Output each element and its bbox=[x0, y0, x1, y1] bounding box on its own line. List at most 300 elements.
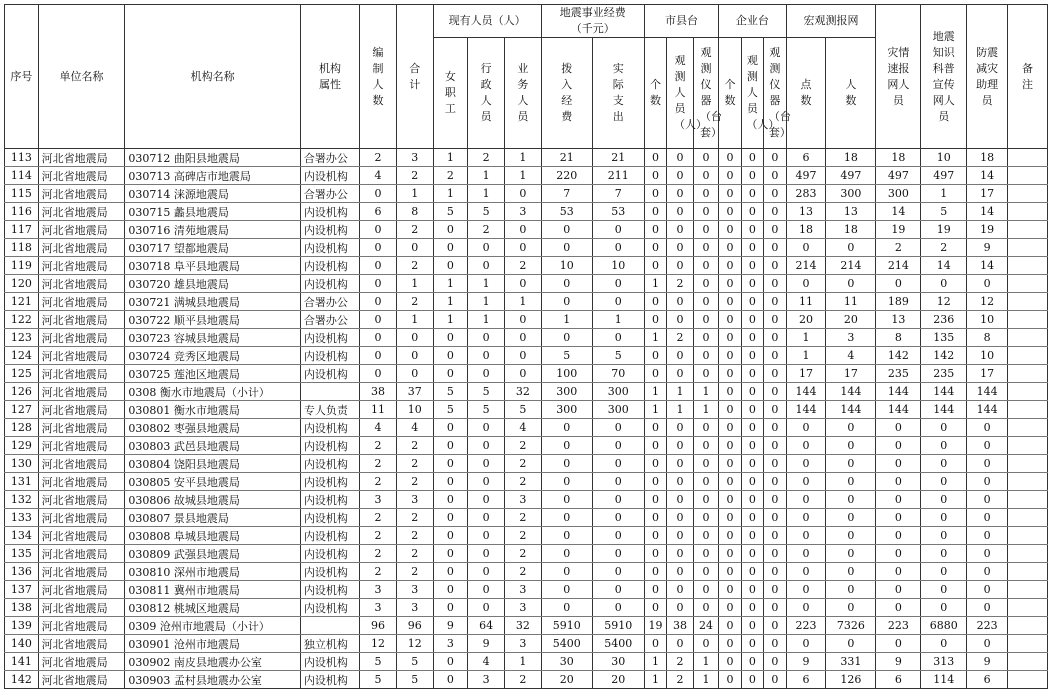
cell-ent-instruments: 0 bbox=[764, 167, 786, 185]
cell-ent-count: 0 bbox=[719, 275, 741, 293]
cell-assistant: 9 bbox=[967, 239, 1008, 257]
cell-female: 0 bbox=[433, 527, 468, 545]
cell-science-network: 0 bbox=[921, 635, 967, 653]
cell-assistant: 17 bbox=[967, 365, 1008, 383]
cell-org: 030718 阜平县地震局 bbox=[125, 257, 301, 275]
cell-ent-instruments: 0 bbox=[764, 599, 786, 617]
cell-staffing: 11 bbox=[360, 401, 397, 419]
header-admin: 行政人员 bbox=[468, 38, 505, 149]
cell-business: 4 bbox=[505, 419, 542, 437]
cell-actual: 21 bbox=[592, 149, 644, 167]
cell-seq: 119 bbox=[5, 257, 39, 275]
cell-attr: 内设机构 bbox=[300, 239, 359, 257]
cell-city-count: 1 bbox=[644, 671, 666, 689]
cell-actual: 0 bbox=[592, 239, 644, 257]
cell-city-instruments: 0 bbox=[693, 491, 719, 509]
cell-seq: 142 bbox=[5, 671, 39, 689]
cell-seq: 123 bbox=[5, 329, 39, 347]
cell-staffing: 0 bbox=[360, 185, 397, 203]
cell-people: 7326 bbox=[826, 617, 876, 635]
cell-disaster-report: 0 bbox=[876, 527, 921, 545]
cell-city-instruments: 0 bbox=[693, 149, 719, 167]
cell-allocated: 0 bbox=[541, 527, 592, 545]
cell-city-count: 0 bbox=[644, 491, 666, 509]
cell-staffing: 2 bbox=[360, 509, 397, 527]
cell-ent-count: 0 bbox=[719, 671, 741, 689]
table-row bbox=[5, 545, 1048, 563]
cell-org: 030805 安平县地震局 bbox=[125, 473, 301, 491]
cell-female: 0 bbox=[433, 671, 468, 689]
cell-city-observers: 0 bbox=[667, 599, 694, 617]
cell-disaster-report: 214 bbox=[876, 257, 921, 275]
cell-total: 10 bbox=[396, 401, 433, 419]
cell-city-instruments: 0 bbox=[693, 437, 719, 455]
cell-seq: 131 bbox=[5, 473, 39, 491]
cell-city-count: 1 bbox=[644, 653, 666, 671]
cell-female: 9 bbox=[433, 617, 468, 635]
cell-seq: 126 bbox=[5, 383, 39, 401]
cell-city-count: 1 bbox=[644, 383, 666, 401]
cell-staffing: 5 bbox=[360, 653, 397, 671]
cell-ent-instruments: 0 bbox=[764, 221, 786, 239]
cell-remark bbox=[1008, 563, 1048, 581]
cell-seq: 130 bbox=[5, 455, 39, 473]
cell-business: 2 bbox=[505, 671, 542, 689]
cell-unit: 河北省地震局 bbox=[38, 401, 125, 419]
cell-city-instruments: 0 bbox=[693, 473, 719, 491]
seismic-institutions-table bbox=[4, 4, 1048, 689]
cell-science-network: 235 bbox=[921, 365, 967, 383]
cell-points: 0 bbox=[786, 275, 826, 293]
cell-city-observers: 0 bbox=[667, 221, 694, 239]
cell-total: 2 bbox=[396, 545, 433, 563]
cell-ent-count: 0 bbox=[719, 401, 741, 419]
cell-staffing: 2 bbox=[360, 527, 397, 545]
cell-science-network: 14 bbox=[921, 257, 967, 275]
cell-staffing: 0 bbox=[360, 221, 397, 239]
cell-city-instruments: 0 bbox=[693, 563, 719, 581]
cell-ent-count: 0 bbox=[719, 509, 741, 527]
cell-disaster-report: 142 bbox=[876, 347, 921, 365]
cell-seq: 125 bbox=[5, 365, 39, 383]
cell-allocated: 0 bbox=[541, 221, 592, 239]
header-unit: 单位名称 bbox=[38, 5, 125, 149]
cell-ent-observers: 0 bbox=[741, 509, 763, 527]
cell-science-network: 0 bbox=[921, 527, 967, 545]
cell-ent-observers: 0 bbox=[741, 563, 763, 581]
cell-ent-count: 0 bbox=[719, 527, 741, 545]
cell-admin: 3 bbox=[468, 671, 505, 689]
cell-remark bbox=[1008, 653, 1048, 671]
cell-ent-instruments: 0 bbox=[764, 383, 786, 401]
header-attr: 机构属性 bbox=[300, 5, 359, 149]
cell-city-observers: 0 bbox=[667, 527, 694, 545]
cell-ent-instruments: 0 bbox=[764, 257, 786, 275]
cell-total: 2 bbox=[396, 221, 433, 239]
cell-city-observers: 0 bbox=[667, 581, 694, 599]
cell-remark bbox=[1008, 617, 1048, 635]
cell-attr: 内设机构 bbox=[300, 203, 359, 221]
cell-ent-count: 0 bbox=[719, 221, 741, 239]
cell-ent-count: 0 bbox=[719, 293, 741, 311]
cell-assistant: 0 bbox=[967, 581, 1008, 599]
cell-points: 0 bbox=[786, 455, 826, 473]
cell-staffing: 3 bbox=[360, 491, 397, 509]
cell-science-network: 0 bbox=[921, 437, 967, 455]
cell-people: 331 bbox=[826, 653, 876, 671]
cell-org: 030720 雄县地震局 bbox=[125, 275, 301, 293]
cell-ent-count: 0 bbox=[719, 347, 741, 365]
cell-assistant: 0 bbox=[967, 275, 1008, 293]
cell-female: 0 bbox=[433, 437, 468, 455]
cell-total: 2 bbox=[396, 473, 433, 491]
cell-org: 030722 顺平县地震局 bbox=[125, 311, 301, 329]
table-row bbox=[5, 203, 1048, 221]
cell-admin: 0 bbox=[468, 419, 505, 437]
cell-female: 1 bbox=[433, 185, 468, 203]
cell-seq: 124 bbox=[5, 347, 39, 365]
cell-people: 0 bbox=[826, 275, 876, 293]
cell-business: 1 bbox=[505, 293, 542, 311]
cell-unit: 河北省地震局 bbox=[38, 275, 125, 293]
cell-business: 0 bbox=[505, 185, 542, 203]
cell-ent-observers: 0 bbox=[741, 581, 763, 599]
cell-people: 0 bbox=[826, 509, 876, 527]
header-actual: 实际支出 bbox=[592, 38, 644, 149]
cell-ent-observers: 0 bbox=[741, 419, 763, 437]
cell-city-observers: 2 bbox=[667, 329, 694, 347]
cell-assistant: 19 bbox=[967, 221, 1008, 239]
cell-people: 0 bbox=[826, 455, 876, 473]
cell-business: 3 bbox=[505, 203, 542, 221]
cell-points: 0 bbox=[786, 635, 826, 653]
cell-unit: 河北省地震局 bbox=[38, 653, 125, 671]
cell-remark bbox=[1008, 599, 1048, 617]
cell-female: 0 bbox=[433, 329, 468, 347]
cell-admin: 1 bbox=[468, 275, 505, 293]
cell-city-observers: 0 bbox=[667, 491, 694, 509]
cell-org: 030712 曲阳县地震局 bbox=[125, 149, 301, 167]
table-row bbox=[5, 617, 1048, 635]
cell-city-count: 0 bbox=[644, 509, 666, 527]
cell-allocated: 0 bbox=[541, 275, 592, 293]
cell-city-observers: 0 bbox=[667, 509, 694, 527]
header-enterprise-station: 企业台 bbox=[719, 5, 786, 38]
cell-attr: 内设机构 bbox=[300, 509, 359, 527]
cell-ent-count: 0 bbox=[719, 599, 741, 617]
cell-female: 0 bbox=[433, 221, 468, 239]
cell-city-observers: 0 bbox=[667, 437, 694, 455]
cell-city-count: 0 bbox=[644, 311, 666, 329]
cell-city-observers: 0 bbox=[667, 167, 694, 185]
cell-actual: 30 bbox=[592, 653, 644, 671]
cell-disaster-report: 223 bbox=[876, 617, 921, 635]
cell-seq: 115 bbox=[5, 185, 39, 203]
cell-remark bbox=[1008, 473, 1048, 491]
cell-admin: 0 bbox=[468, 239, 505, 257]
cell-city-count: 1 bbox=[644, 401, 666, 419]
cell-science-network: 497 bbox=[921, 167, 967, 185]
cell-female: 0 bbox=[433, 599, 468, 617]
cell-actual: 211 bbox=[592, 167, 644, 185]
cell-people: 0 bbox=[826, 581, 876, 599]
cell-assistant: 14 bbox=[967, 203, 1008, 221]
cell-people: 0 bbox=[826, 437, 876, 455]
cell-unit: 河北省地震局 bbox=[38, 185, 125, 203]
cell-remark bbox=[1008, 455, 1048, 473]
cell-ent-count: 0 bbox=[719, 455, 741, 473]
cell-points: 0 bbox=[786, 581, 826, 599]
cell-ent-count: 0 bbox=[719, 149, 741, 167]
cell-admin: 1 bbox=[468, 293, 505, 311]
cell-admin: 0 bbox=[468, 365, 505, 383]
cell-city-count: 0 bbox=[644, 239, 666, 257]
cell-allocated: 0 bbox=[541, 491, 592, 509]
cell-unit: 河北省地震局 bbox=[38, 383, 125, 401]
cell-city-count: 0 bbox=[644, 347, 666, 365]
cell-unit: 河北省地震局 bbox=[38, 257, 125, 275]
cell-admin: 1 bbox=[468, 311, 505, 329]
cell-people: 0 bbox=[826, 527, 876, 545]
cell-staffing: 0 bbox=[360, 329, 397, 347]
cell-ent-observers: 0 bbox=[741, 185, 763, 203]
cell-allocated: 5910 bbox=[541, 617, 592, 635]
cell-allocated: 0 bbox=[541, 437, 592, 455]
cell-points: 0 bbox=[786, 545, 826, 563]
cell-remark bbox=[1008, 257, 1048, 275]
cell-remark bbox=[1008, 671, 1048, 689]
cell-city-instruments: 0 bbox=[693, 275, 719, 293]
cell-city-count: 0 bbox=[644, 221, 666, 239]
cell-actual: 0 bbox=[592, 491, 644, 509]
table-row bbox=[5, 167, 1048, 185]
cell-business: 2 bbox=[505, 473, 542, 491]
cell-remark bbox=[1008, 545, 1048, 563]
cell-female: 0 bbox=[433, 347, 468, 365]
cell-disaster-report: 144 bbox=[876, 401, 921, 419]
cell-points: 0 bbox=[786, 239, 826, 257]
cell-ent-count: 0 bbox=[719, 167, 741, 185]
cell-total: 0 bbox=[396, 365, 433, 383]
cell-ent-observers: 0 bbox=[741, 599, 763, 617]
cell-actual: 0 bbox=[592, 275, 644, 293]
cell-city-count: 0 bbox=[644, 419, 666, 437]
cell-people: 126 bbox=[826, 671, 876, 689]
cell-city-instruments: 0 bbox=[693, 257, 719, 275]
cell-science-network: 5 bbox=[921, 203, 967, 221]
cell-allocated: 10 bbox=[541, 257, 592, 275]
cell-ent-count: 0 bbox=[719, 491, 741, 509]
cell-points: 0 bbox=[786, 473, 826, 491]
cell-points: 144 bbox=[786, 383, 826, 401]
cell-remark bbox=[1008, 239, 1048, 257]
cell-actual: 0 bbox=[592, 419, 644, 437]
cell-people: 497 bbox=[826, 167, 876, 185]
cell-assistant: 0 bbox=[967, 599, 1008, 617]
cell-city-count: 0 bbox=[644, 293, 666, 311]
cell-ent-observers: 0 bbox=[741, 473, 763, 491]
cell-attr: 内设机构 bbox=[300, 671, 359, 689]
cell-people: 3 bbox=[826, 329, 876, 347]
cell-staffing: 5 bbox=[360, 671, 397, 689]
header-points: 点数 bbox=[786, 38, 826, 149]
cell-points: 0 bbox=[786, 527, 826, 545]
cell-remark bbox=[1008, 635, 1048, 653]
cell-points: 0 bbox=[786, 509, 826, 527]
cell-seq: 118 bbox=[5, 239, 39, 257]
cell-business: 3 bbox=[505, 581, 542, 599]
cell-seq: 120 bbox=[5, 275, 39, 293]
cell-ent-instruments: 0 bbox=[764, 527, 786, 545]
cell-disaster-report: 19 bbox=[876, 221, 921, 239]
cell-city-observers: 0 bbox=[667, 455, 694, 473]
cell-org: 0308 衡水市地震局（小计） bbox=[125, 383, 301, 401]
cell-ent-count: 0 bbox=[719, 617, 741, 635]
cell-unit: 河北省地震局 bbox=[38, 437, 125, 455]
cell-ent-observers: 0 bbox=[741, 257, 763, 275]
header-ent-count: 个数 bbox=[719, 38, 741, 149]
cell-people: 4 bbox=[826, 347, 876, 365]
cell-attr: 内设机构 bbox=[300, 221, 359, 239]
cell-city-observers: 0 bbox=[667, 545, 694, 563]
cell-city-instruments: 0 bbox=[693, 365, 719, 383]
cell-ent-count: 0 bbox=[719, 383, 741, 401]
cell-seq: 136 bbox=[5, 563, 39, 581]
cell-ent-count: 0 bbox=[719, 329, 741, 347]
header-ent-observers: 观测人员（人） bbox=[741, 38, 763, 149]
cell-total: 4 bbox=[396, 419, 433, 437]
cell-ent-instruments: 0 bbox=[764, 473, 786, 491]
cell-points: 1 bbox=[786, 347, 826, 365]
cell-assistant: 0 bbox=[967, 419, 1008, 437]
cell-female: 1 bbox=[433, 275, 468, 293]
header-business: 业务人员 bbox=[505, 38, 542, 149]
cell-seq: 133 bbox=[5, 509, 39, 527]
cell-unit: 河北省地震局 bbox=[38, 509, 125, 527]
cell-actual: 5400 bbox=[592, 635, 644, 653]
cell-city-count: 0 bbox=[644, 545, 666, 563]
cell-attr: 内设机构 bbox=[300, 419, 359, 437]
cell-seq: 121 bbox=[5, 293, 39, 311]
cell-remark bbox=[1008, 311, 1048, 329]
cell-female: 1 bbox=[433, 311, 468, 329]
cell-female: 0 bbox=[433, 239, 468, 257]
cell-seq: 127 bbox=[5, 401, 39, 419]
cell-ent-count: 0 bbox=[719, 239, 741, 257]
cell-city-instruments: 0 bbox=[693, 455, 719, 473]
cell-actual: 53 bbox=[592, 203, 644, 221]
cell-city-observers: 1 bbox=[667, 383, 694, 401]
cell-unit: 河北省地震局 bbox=[38, 545, 125, 563]
cell-ent-observers: 0 bbox=[741, 491, 763, 509]
table-row bbox=[5, 671, 1048, 689]
cell-staffing: 0 bbox=[360, 275, 397, 293]
cell-city-count: 0 bbox=[644, 635, 666, 653]
cell-actual: 5910 bbox=[592, 617, 644, 635]
cell-admin: 1 bbox=[468, 185, 505, 203]
cell-total: 2 bbox=[396, 257, 433, 275]
cell-attr: 内设机构 bbox=[300, 473, 359, 491]
cell-actual: 7 bbox=[592, 185, 644, 203]
table-container bbox=[4, 4, 1048, 689]
cell-ent-observers: 0 bbox=[741, 401, 763, 419]
cell-actual: 0 bbox=[592, 527, 644, 545]
cell-business: 3 bbox=[505, 599, 542, 617]
cell-female: 0 bbox=[433, 491, 468, 509]
cell-people: 0 bbox=[826, 545, 876, 563]
cell-allocated: 0 bbox=[541, 599, 592, 617]
cell-attr: 合署办公 bbox=[300, 293, 359, 311]
cell-admin: 0 bbox=[468, 509, 505, 527]
cell-people: 214 bbox=[826, 257, 876, 275]
cell-disaster-report: 189 bbox=[876, 293, 921, 311]
cell-staffing: 2 bbox=[360, 149, 397, 167]
cell-city-count: 0 bbox=[644, 563, 666, 581]
cell-city-observers: 0 bbox=[667, 365, 694, 383]
cell-assistant: 0 bbox=[967, 527, 1008, 545]
cell-science-network: 313 bbox=[921, 653, 967, 671]
cell-disaster-report: 144 bbox=[876, 383, 921, 401]
cell-city-instruments: 0 bbox=[693, 527, 719, 545]
cell-city-count: 0 bbox=[644, 167, 666, 185]
table-row bbox=[5, 311, 1048, 329]
cell-city-instruments: 0 bbox=[693, 509, 719, 527]
cell-seq: 113 bbox=[5, 149, 39, 167]
cell-org: 030901 沧州市地震局 bbox=[125, 635, 301, 653]
cell-science-network: 0 bbox=[921, 455, 967, 473]
cell-assistant: 6 bbox=[967, 671, 1008, 689]
cell-remark bbox=[1008, 419, 1048, 437]
cell-ent-instruments: 0 bbox=[764, 563, 786, 581]
cell-remark bbox=[1008, 401, 1048, 419]
cell-city-count: 1 bbox=[644, 329, 666, 347]
cell-staffing: 2 bbox=[360, 455, 397, 473]
cell-people: 11 bbox=[826, 293, 876, 311]
cell-assistant: 9 bbox=[967, 653, 1008, 671]
table-row bbox=[5, 527, 1048, 545]
cell-city-instruments: 0 bbox=[693, 311, 719, 329]
table-row bbox=[5, 347, 1048, 365]
cell-org: 030807 景县地震局 bbox=[125, 509, 301, 527]
cell-total: 1 bbox=[396, 311, 433, 329]
cell-admin: 0 bbox=[468, 257, 505, 275]
cell-points: 0 bbox=[786, 491, 826, 509]
cell-ent-count: 0 bbox=[719, 473, 741, 491]
cell-people: 0 bbox=[826, 419, 876, 437]
cell-city-observers: 1 bbox=[667, 401, 694, 419]
cell-remark bbox=[1008, 167, 1048, 185]
cell-attr: 内设机构 bbox=[300, 545, 359, 563]
cell-ent-instruments: 0 bbox=[764, 653, 786, 671]
cell-org: 030714 涞源地震局 bbox=[125, 185, 301, 203]
cell-org: 030809 武强县地震局 bbox=[125, 545, 301, 563]
cell-unit: 河北省地震局 bbox=[38, 419, 125, 437]
cell-city-count: 0 bbox=[644, 257, 666, 275]
cell-disaster-report: 0 bbox=[876, 455, 921, 473]
cell-city-observers: 0 bbox=[667, 347, 694, 365]
cell-attr: 内设机构 bbox=[300, 329, 359, 347]
cell-assistant: 0 bbox=[967, 473, 1008, 491]
cell-female: 5 bbox=[433, 401, 468, 419]
cell-attr: 独立机构 bbox=[300, 635, 359, 653]
header-science-network: 地震知识科普宣传网人员 bbox=[921, 5, 967, 149]
cell-science-network: 0 bbox=[921, 563, 967, 581]
cell-org: 030713 高碑店市地震局 bbox=[125, 167, 301, 185]
cell-remark bbox=[1008, 149, 1048, 167]
cell-city-observers: 0 bbox=[667, 473, 694, 491]
cell-ent-observers: 0 bbox=[741, 653, 763, 671]
cell-admin: 0 bbox=[468, 581, 505, 599]
